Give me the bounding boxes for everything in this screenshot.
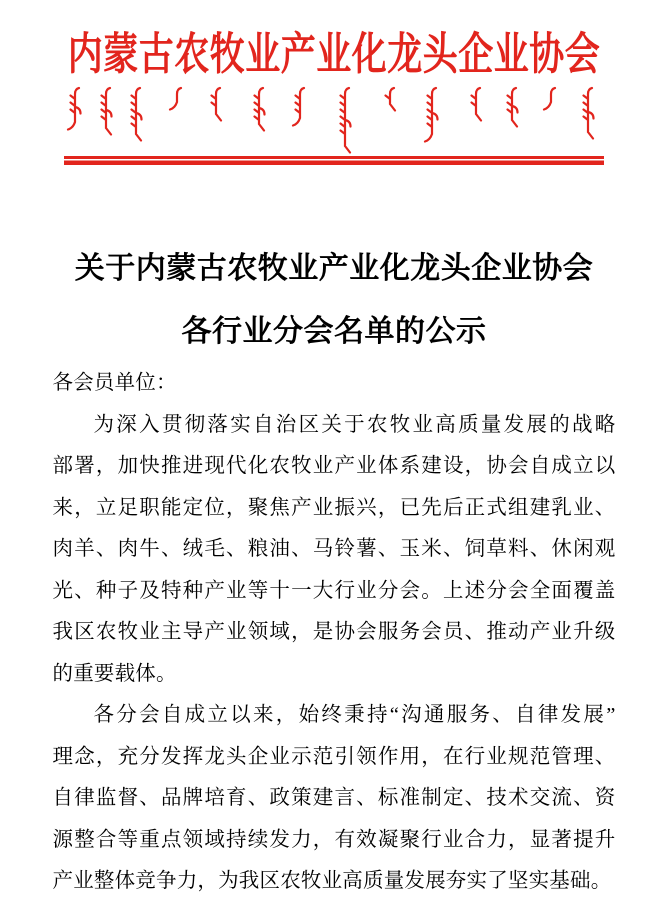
text-line: 各分会自成立以来，始终秉持“沟通服务、自律发展” [93, 704, 616, 726]
salutation-line: 各会员单位： [52, 372, 177, 394]
text-line: 肉羊、肉牛、绒毛、粮油、马铃薯、玉米、饲草料、休闲观 [52, 538, 616, 560]
paragraph-1 [53, 405, 616, 696]
document-main [0, 237, 668, 903]
document-title-line-2: 各行业分会名单的公示 [181, 315, 487, 348]
document-body [53, 363, 616, 903]
text-line: 光、种子及特种产业等十一大行业分会。上述分会全面覆盖 [52, 579, 616, 602]
text-line: 理念，充分发挥龙头企业示范引领作用，在行业规范管理、 [52, 745, 616, 768]
text-line: 为深入贯彻落实自治区关于农牧业高质量发展的战略 [93, 413, 616, 436]
text-line: 自律监督、品牌培育、政策建言、标准制定、技术交流、资 [52, 787, 616, 809]
mongolian-script-icon [54, 85, 614, 155]
document-title [0, 237, 668, 363]
text-line: 来，立足职能定位，聚焦产业振兴，已先后正式组建乳业、 [52, 496, 616, 519]
letterhead-divider [64, 156, 604, 165]
text-line: 部署，加快推进现代化农牧业产业体系建设，协会自成立以 [52, 455, 616, 477]
text-line: 产业整体竞争力，为我区农牧业高质量发展夯实了坚实基础。 [52, 870, 612, 892]
org-name-heading: 内蒙古农牧业产业化龙头企业协会 [67, 29, 601, 79]
text-line: 源整合等重点领域持续发力，有效凝聚行业合力，显著提升 [52, 828, 616, 851]
text-line: 我区农牧业主导产业领域，是协会服务会员、推动产业升级 [52, 621, 616, 643]
paragraph-2 [53, 695, 616, 903]
text-line: 的重要载体。 [52, 662, 177, 685]
document-title-line-1: 关于内蒙古农牧业产业化龙头企业协会 [74, 252, 594, 285]
mongolian-script-row [0, 85, 668, 155]
letterhead [0, 26, 668, 165]
